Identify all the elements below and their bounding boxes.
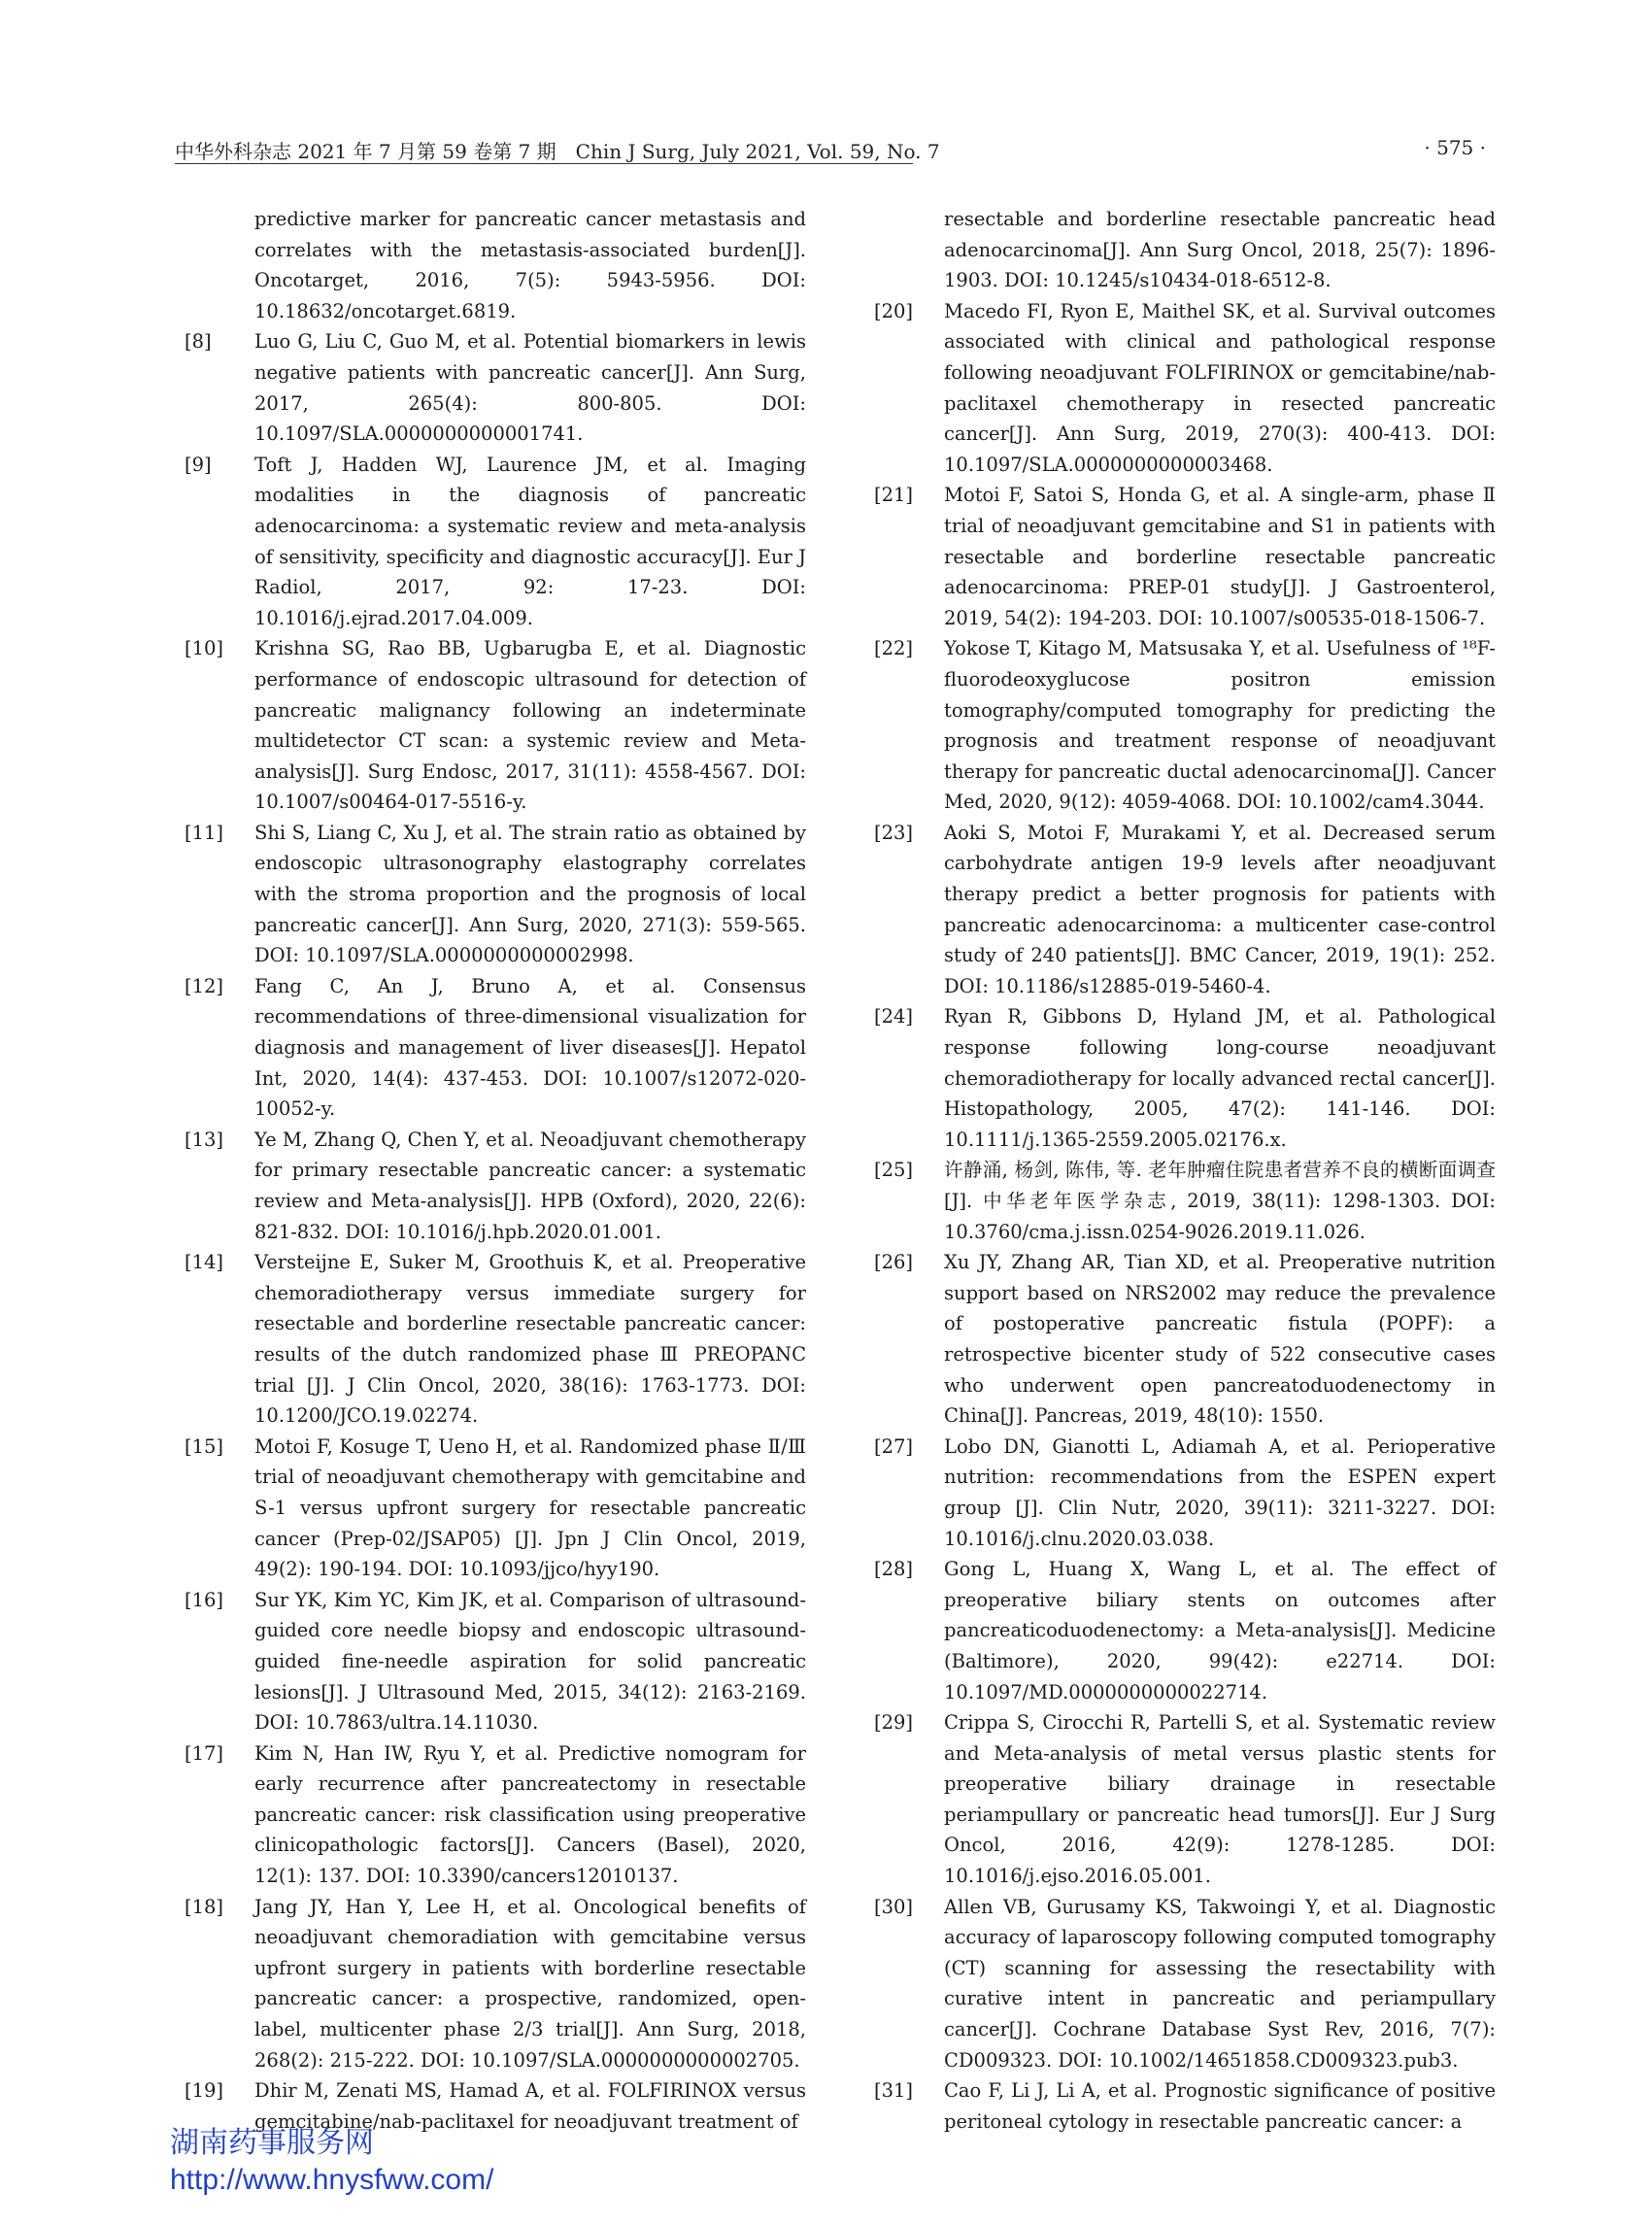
reference-number: [13] <box>185 1128 224 1151</box>
reference-text: Cao F, Li J, Li A, et al. Prognostic significance of positive peritoneal cytology in resectable pancreatic cancer: a <box>944 2079 1496 2133</box>
reference-number: [9] <box>185 453 212 476</box>
reference-number: [20] <box>874 299 914 322</box>
reference-text: Yokose T, Kitago M, Matsusaka Y, et al. Usefulness of ¹⁸F-fluorodeoxyglucose positron emission tomography/computed tomography for predicting the prognosis and treatment response of neoadjuvant therapy for pancreatic ductal adenocarcinoma[J]. Cancer Med, 2020, 9(12): 4059-4068. DOI: 10.1002/cam4.3044. <box>944 637 1496 814</box>
watermark-site-name: 湖南药事服务网 <box>170 2127 374 2159</box>
reference-number: [8] <box>185 330 212 354</box>
watermark-url: http://www.hnysfww.com/ <box>170 2164 494 2196</box>
reference-item <box>874 1155 1496 1247</box>
reference-item <box>874 1001 1496 1155</box>
reference-text: Shi S, Liang C, Xu J, et al. The strain ratio as obtained by endoscopic ultrasonography elastography correlates with the stroma proportion and the prognosis of local pancreatic cancer[J]. Ann Surg, 2020, 271(3): 559-565. DOI: 10.1097/SLA.0000000000002998. <box>254 821 806 967</box>
reference-number: [22] <box>874 637 914 660</box>
reference-text: Gong L, Huang X, Wang L, et al. The effect of preoperative biliary stents on outcomes after pancreaticoduodenectomy: a Meta-analysis[J]. Medicine (Baltimore), 2020, 99(42): e22714. DOI: 10.1097/MD.0000000000022714. <box>944 1558 1496 1703</box>
reference-number: [31] <box>874 2079 914 2103</box>
reference-text: Lobo DN, Gianotti L, Adiamah A, et al. Perioperative nutrition: recommendations from the ESPEN expert group [J]. Clin Nutr, 2020, 39(11): 3211-3227. DOI: 10.1016/j.clnu.2020.03.038. <box>944 1434 1496 1550</box>
reference-item <box>874 296 1496 481</box>
reference-item <box>874 1892 1496 2076</box>
reference-text: Jang JY, Han Y, Lee H, et al. Oncological benefits of neoadjuvant chemoradiation with gemcitabine versus upfront surgery in patients with borderline resectable pancreatic cancer: a prospective, randomized, open-label, multicenter phase 2/3 trial[J]. Ann Surg, 2018, 268(2): 215-222. DOI: 10.1097/SLA.0000000000002705. <box>254 1895 806 2072</box>
reference-text: Dhir M, Zenati MS, Hamad A, et al. FOLFIRINOX versus gemcitabine/nab-paclitaxel for neoadjuvant treatment of <box>254 2079 806 2133</box>
reference-item <box>185 971 806 1125</box>
reference-number: [18] <box>185 1895 224 1918</box>
reference-number: [15] <box>185 1434 224 1458</box>
reference-text: Toft J, Hadden WJ, Laurence JM, et al. Imaging modalities in the diagnosis of pancreatic adenocarcinoma: a systematic review and meta-analysis of sensitivity, specificity and diagnostic accuracy[J]. Eur J Radiol, 2017, 92: 17-23. DOI: 10.1016/j.ejrad.2017.04.009. <box>254 453 806 629</box>
journal-citation-header: 中华外科杂志 2021 年 7 月第 59 卷第 7 期 Chin J Surg, July 2021, Vol. 59, No. 7 <box>175 140 940 163</box>
reference-text: Motoi F, Kosuge T, Ueno H, et al. Randomized phase Ⅱ/Ⅲ trial of neoadjuvant chemotherapy with gemcitabine and S-1 versus upfront surgery for resectable pancreatic cancer (Prep-02/JSAP05) [J]. Jpn J Clin Oncol, 2019, 49(2): 190-194. DOI: 10.1093/jjco/hyy190. <box>254 1434 806 1581</box>
reference-item <box>874 480 1496 633</box>
reference-number: [29] <box>874 1711 914 1735</box>
running-header <box>175 132 1486 167</box>
reference-item <box>185 818 806 971</box>
reference-number: [19] <box>185 2079 224 2103</box>
reference-item <box>185 1125 806 1247</box>
reference-item <box>185 1432 806 1585</box>
reference-text: Ryan R, Gibbons D, Hyland JM, et al. Pathological response following long-course neoadjuvant chemoradiotherapy for locally advanced rectal cancer[J]. Histopathology, 2005, 47(2): 141-146. DOI: 10.1111/j.1365-2559.2005.02176.x. <box>944 1005 1496 1151</box>
reference-text: Aoki S, Motoi F, Murakami Y, et al. Decreased serum carbohydrate antigen 19-9 levels after neoadjuvant therapy predict a better prognosis for patients with pancreatic adenocarcinoma: a multicenter case-control study of 240 patients[J]. BMC Cancer, 2019, 19(1): 252. DOI: 10.1186/s12885-019-5460-4. <box>944 821 1496 997</box>
reference-item <box>874 1432 1496 1554</box>
reference-item <box>874 2075 1496 2137</box>
reference-number: [17] <box>185 1741 224 1765</box>
reference-number: [14] <box>185 1251 224 1274</box>
reference-item <box>185 1738 806 1892</box>
reference-text: Motoi F, Satoi S, Honda G, et al. A single-arm, phase Ⅱ trial of neoadjuvant gemcitabine and S1 in patients with resectable and borderline resectable pancreatic adenocarcinoma: PREP-01 study[J]. J Gastroenterol, 2019, 54(2): 194-203. DOI: 10.1007/s00535-018-1506-7. <box>944 484 1496 629</box>
site-watermark <box>170 2125 493 2199</box>
reference-number: [23] <box>874 821 914 844</box>
reference-number: [11] <box>185 821 224 844</box>
reference-continuation <box>185 204 806 326</box>
reference-text: Krishna SG, Rao BB, Ugbarugba E, et al. Diagnostic performance of endoscopic ultrasound for detection of pancreatic malignancy following an indeterminate multidetector CT scan: a systemic review and Meta-analysis[J]. Surg Endosc, 2017, 31(11): 4558-4567. DOI: 10.1007/s00464-017-5516-y. <box>254 637 806 814</box>
reference-item <box>185 1892 806 2076</box>
reference-number: [28] <box>874 1558 914 1581</box>
reference-text: predictive marker for pancreatic cancer metastasis and correlates with the metastasis-associated burden[J]. Oncotarget, 2016, 7(5): 5943-5956. DOI: 10.18632/oncotarget.6819. <box>254 208 806 322</box>
reference-text: Allen VB, Gurusamy KS, Takwoingi Y, et al. Diagnostic accuracy of laparoscopy following computed tomography (CT) scanning for assessing the resectability with curative intent in pancreatic and periampullary cancer[J]. Cochrane Database Syst Rev, 2016, 7(7): CD009323. DOI: 10.1002/14651858.CD009323.pub3. <box>944 1895 1496 2072</box>
reference-item <box>185 326 806 449</box>
reference-item <box>874 818 1496 1002</box>
reference-number: [26] <box>874 1251 914 1274</box>
reference-continuation <box>874 204 1496 296</box>
reference-text: Sur YK, Kim YC, Kim JK, et al. Comparison of ultrasound-guided core needle biopsy and endoscopic ultrasound-guided fine-needle aspiration for solid pancreatic lesions[J]. J Ultrasound Med, 2015, 34(12): 2163-2169. DOI: 10.7863/ultra.14.11030. <box>254 1588 806 1735</box>
reference-item <box>874 1707 1496 1892</box>
reference-text: Xu JY, Zhang AR, Tian XD, et al. Preoperative nutrition support based on NRS2002 may reduce the prevalence of postoperative pancreatic fistula (POPF): a retrospective bicenter study of 522 consecutive cases who underwent open pancreatoduodenectomy in China[J]. Pancreas, 2019, 48(10): 1550. <box>944 1251 1496 1428</box>
reference-text: Macedo FI, Ryon E, Maithel SK, et al. Survival outcomes associated with clinical and pathological response following neoadjuvant FOLFIRINOX or gemcitabine/nab-paclitaxel chemotherapy in resected pancreatic cancer[J]. Ann Surg, 2019, 270(3): 400-413. DOI: 10.1097/SLA.0000000000003468. <box>944 299 1496 476</box>
reference-text: Crippa S, Cirocchi R, Partelli S, et al. Systematic review and Meta-analysis of metal versus plastic stents for preoperative biliary drainage in resectable periampullary or pancreatic head tumors[J]. Eur J Surg Oncol, 2016, 42(9): 1278-1285. DOI: 10.1016/j.ejso.2016.05.001. <box>944 1711 1496 1888</box>
reference-item <box>874 633 1496 818</box>
reference-number: [16] <box>185 1588 224 1611</box>
reference-number: [21] <box>874 484 914 507</box>
header-rule <box>175 163 913 164</box>
reference-text: Fang C, An J, Bruno A, et al. Consensus recommendations of three-dimensional visualization for diagnosis and management of liver diseases[J]. Hepatol Int, 2020, 14(4): 437-453. DOI: 10.1007/s12072-020-10052-y. <box>254 974 806 1121</box>
page-number: · 575 · <box>1424 136 1486 159</box>
reference-number: [24] <box>874 1005 914 1028</box>
reference-item <box>874 1554 1496 1707</box>
reference-text: Luo G, Liu C, Guo M, et al. Potential biomarkers in lewis negative patients with pancreatic cancer[J]. Ann Surg, 2017, 265(4): 800-805. DOI: 10.1097/SLA.0000000000001741. <box>254 330 806 446</box>
reference-item <box>185 1247 806 1432</box>
left-reference-column <box>185 204 806 2137</box>
reference-number: [25] <box>874 1159 914 1182</box>
reference-text: Ye M, Zhang Q, Chen Y, et al. Neoadjuvant chemotherapy for primary resectable pancreatic cancer: a systematic review and Meta-analysis[J]. HPB (Oxford), 2020, 22(6): 821-832. DOI: 10.1016/j.hpb.2020.01.001. <box>254 1128 806 1243</box>
reference-item <box>185 1585 806 1738</box>
reference-item <box>185 450 806 634</box>
reference-text: Kim N, Han IW, Ryu Y, et al. Predictive nomogram for early recurrence after pancreatectomy in resectable pancreatic cancer: risk classification using preoperative clinicopathologic factors[J]. Cancers (Basel), 2020, 12(1): 137. DOI: 10.3390/cancers12010137. <box>254 1741 806 1888</box>
reference-number: [27] <box>874 1434 914 1458</box>
reference-text: resectable and borderline resectable pancreatic head adenocarcinoma[J]. Ann Surg Oncol, 2018, 25(7): 1896-1903. DOI: 10.1245/s10434-018-6512-8. <box>944 208 1496 292</box>
reference-text: Versteijne E, Suker M, Groothuis K, et al. Preoperative chemoradiotherapy versus immediate surgery for resectable and borderline resectable pancreatic cancer: results of the dutch randomized phase Ⅲ PREOPANC trial [J]. J Clin Oncol, 2020, 38(16): 1763-1773. DOI: 10.1200/JCO.19.02274. <box>254 1251 806 1428</box>
right-reference-column <box>874 204 1496 2137</box>
reference-number: [30] <box>874 1895 914 1918</box>
reference-number: [12] <box>185 974 224 997</box>
reference-item <box>185 633 806 818</box>
reference-item <box>874 1247 1496 1432</box>
reference-text: 许静涌, 杨剑, 陈伟, 等. 老年肿瘤住院患者营养不良的横断面调查[J]. 中华老年医学杂志, 2019, 38(11): 1298-1303. DOI: 10.3760/cma.j.issn.0254-9026.2019.11.026. <box>944 1159 1496 1243</box>
reference-number: [10] <box>185 637 224 660</box>
